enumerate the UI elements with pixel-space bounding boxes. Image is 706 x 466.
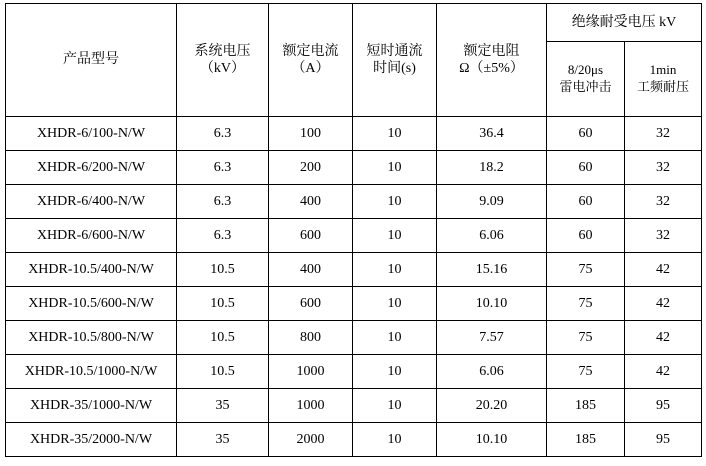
header-power-freq-line1: 1min [649, 62, 677, 78]
cell-short-time: 10 [353, 287, 437, 321]
cell-rated-resistance: 10.10 [437, 287, 547, 321]
header-short-time-line2: 时间(s) [373, 61, 416, 76]
cell-power-frequency: 95 [625, 423, 702, 457]
header-system-voltage-line1: 系统电压 [194, 43, 251, 59]
cell-rated-resistance: 18.2 [437, 151, 547, 185]
cell-rated-resistance: 9.09 [437, 185, 547, 219]
cell-power-frequency: 42 [625, 287, 702, 321]
header-row-top [6, 4, 702, 42]
cell-rated-current: 400 [269, 185, 353, 219]
cell-power-frequency: 42 [625, 321, 702, 355]
header-impulse-line1: 8/20μs [567, 62, 604, 78]
cell-lightning-impulse: 185 [547, 423, 625, 457]
cell-lightning-impulse: 75 [547, 321, 625, 355]
cell-short-time: 10 [353, 389, 437, 423]
cell-short-time: 10 [353, 423, 437, 457]
table-row [6, 253, 702, 287]
cell-lightning-impulse: 60 [547, 185, 625, 219]
cell-system-voltage: 35 [177, 389, 269, 423]
cell-rated-current: 600 [269, 287, 353, 321]
cell-power-frequency: 42 [625, 253, 702, 287]
cell-model: XHDR-10.5/600-N/W [6, 287, 177, 321]
table-row [6, 287, 702, 321]
cell-short-time: 10 [353, 321, 437, 355]
cell-rated-current: 600 [269, 219, 353, 253]
cell-system-voltage: 6.3 [177, 151, 269, 185]
cell-short-time: 10 [353, 219, 437, 253]
header-rated-current [269, 4, 353, 117]
cell-short-time: 10 [353, 253, 437, 287]
header-rated-current-line1: 额定电流 [282, 43, 339, 59]
cell-system-voltage: 35 [177, 423, 269, 457]
cell-rated-resistance: 20.20 [437, 389, 547, 423]
cell-model: XHDR-10.5/400-N/W [6, 253, 177, 287]
header-power-freq-line2: 工频耐压 [636, 79, 689, 95]
cell-lightning-impulse: 60 [547, 219, 625, 253]
cell-lightning-impulse: 75 [547, 355, 625, 389]
cell-rated-current: 1000 [269, 389, 353, 423]
cell-system-voltage: 10.5 [177, 321, 269, 355]
table-row [6, 355, 702, 389]
cell-power-frequency: 32 [625, 219, 702, 253]
cell-model: XHDR-6/200-N/W [6, 151, 177, 185]
cell-model: XHDR-35/2000-N/W [6, 423, 177, 457]
header-insulation-group [547, 4, 702, 42]
cell-lightning-impulse: 60 [547, 151, 625, 185]
cell-system-voltage: 10.5 [177, 253, 269, 287]
cell-model: XHDR-6/600-N/W [6, 219, 177, 253]
header-short-time-line1: 短时通流 [366, 43, 423, 59]
table-row [6, 321, 702, 355]
header-impulse-line2: 雷电冲击 [559, 79, 612, 95]
header-resistance-line2: Ω（±5%） [459, 61, 524, 76]
header-system-voltage [177, 4, 269, 117]
cell-model: XHDR-10.5/800-N/W [6, 321, 177, 355]
header-rated-resistance [437, 4, 547, 117]
header-power-frequency [625, 42, 702, 117]
cell-short-time: 10 [353, 117, 437, 151]
cell-short-time: 10 [353, 185, 437, 219]
header-rated-current-line2: （A） [291, 61, 330, 76]
cell-model: XHDR-6/400-N/W [6, 185, 177, 219]
header-model-label: 产品型号 [63, 52, 119, 68]
cell-power-frequency: 95 [625, 389, 702, 423]
cell-lightning-impulse: 60 [547, 117, 625, 151]
table-row [6, 389, 702, 423]
cell-rated-current: 200 [269, 151, 353, 185]
header-lightning-impulse [547, 42, 625, 117]
header-insulation-group-label: 绝缘耐受电压 kV [571, 14, 677, 30]
cell-rated-current: 800 [269, 321, 353, 355]
cell-rated-resistance: 7.57 [437, 321, 547, 355]
cell-rated-resistance: 6.06 [437, 355, 547, 389]
cell-lightning-impulse: 75 [547, 253, 625, 287]
cell-power-frequency: 32 [625, 117, 702, 151]
header-model [6, 4, 177, 117]
cell-rated-current: 400 [269, 253, 353, 287]
cell-system-voltage: 6.3 [177, 117, 269, 151]
cell-rated-resistance: 15.16 [437, 253, 547, 287]
cell-system-voltage: 10.5 [177, 287, 269, 321]
cell-lightning-impulse: 185 [547, 389, 625, 423]
cell-model: XHDR-35/1000-N/W [6, 389, 177, 423]
table-row [6, 185, 702, 219]
cell-model: XHDR-10.5/1000-N/W [6, 355, 177, 389]
cell-model: XHDR-6/100-N/W [6, 117, 177, 151]
spec-table-page [0, 3, 706, 466]
header-short-time-current [353, 4, 437, 117]
cell-short-time: 10 [353, 355, 437, 389]
table-row [6, 423, 702, 457]
table-body [6, 117, 702, 457]
table-header [6, 4, 702, 117]
cell-rated-resistance: 6.06 [437, 219, 547, 253]
cell-lightning-impulse: 75 [547, 287, 625, 321]
cell-rated-current: 100 [269, 117, 353, 151]
header-system-voltage-line2: （kV） [199, 61, 246, 76]
cell-rated-resistance: 36.4 [437, 117, 547, 151]
cell-short-time: 10 [353, 151, 437, 185]
cell-system-voltage: 6.3 [177, 185, 269, 219]
cell-power-frequency: 32 [625, 151, 702, 185]
cell-power-frequency: 32 [625, 185, 702, 219]
table-row [6, 219, 702, 253]
cell-rated-resistance: 10.10 [437, 423, 547, 457]
table-row [6, 117, 702, 151]
cell-power-frequency: 42 [625, 355, 702, 389]
header-resistance-line1: 额定电阻 [463, 43, 520, 59]
cell-system-voltage: 10.5 [177, 355, 269, 389]
cell-rated-current: 1000 [269, 355, 353, 389]
table-row [6, 151, 702, 185]
cell-rated-current: 2000 [269, 423, 353, 457]
product-spec-table [5, 3, 702, 457]
cell-system-voltage: 6.3 [177, 219, 269, 253]
